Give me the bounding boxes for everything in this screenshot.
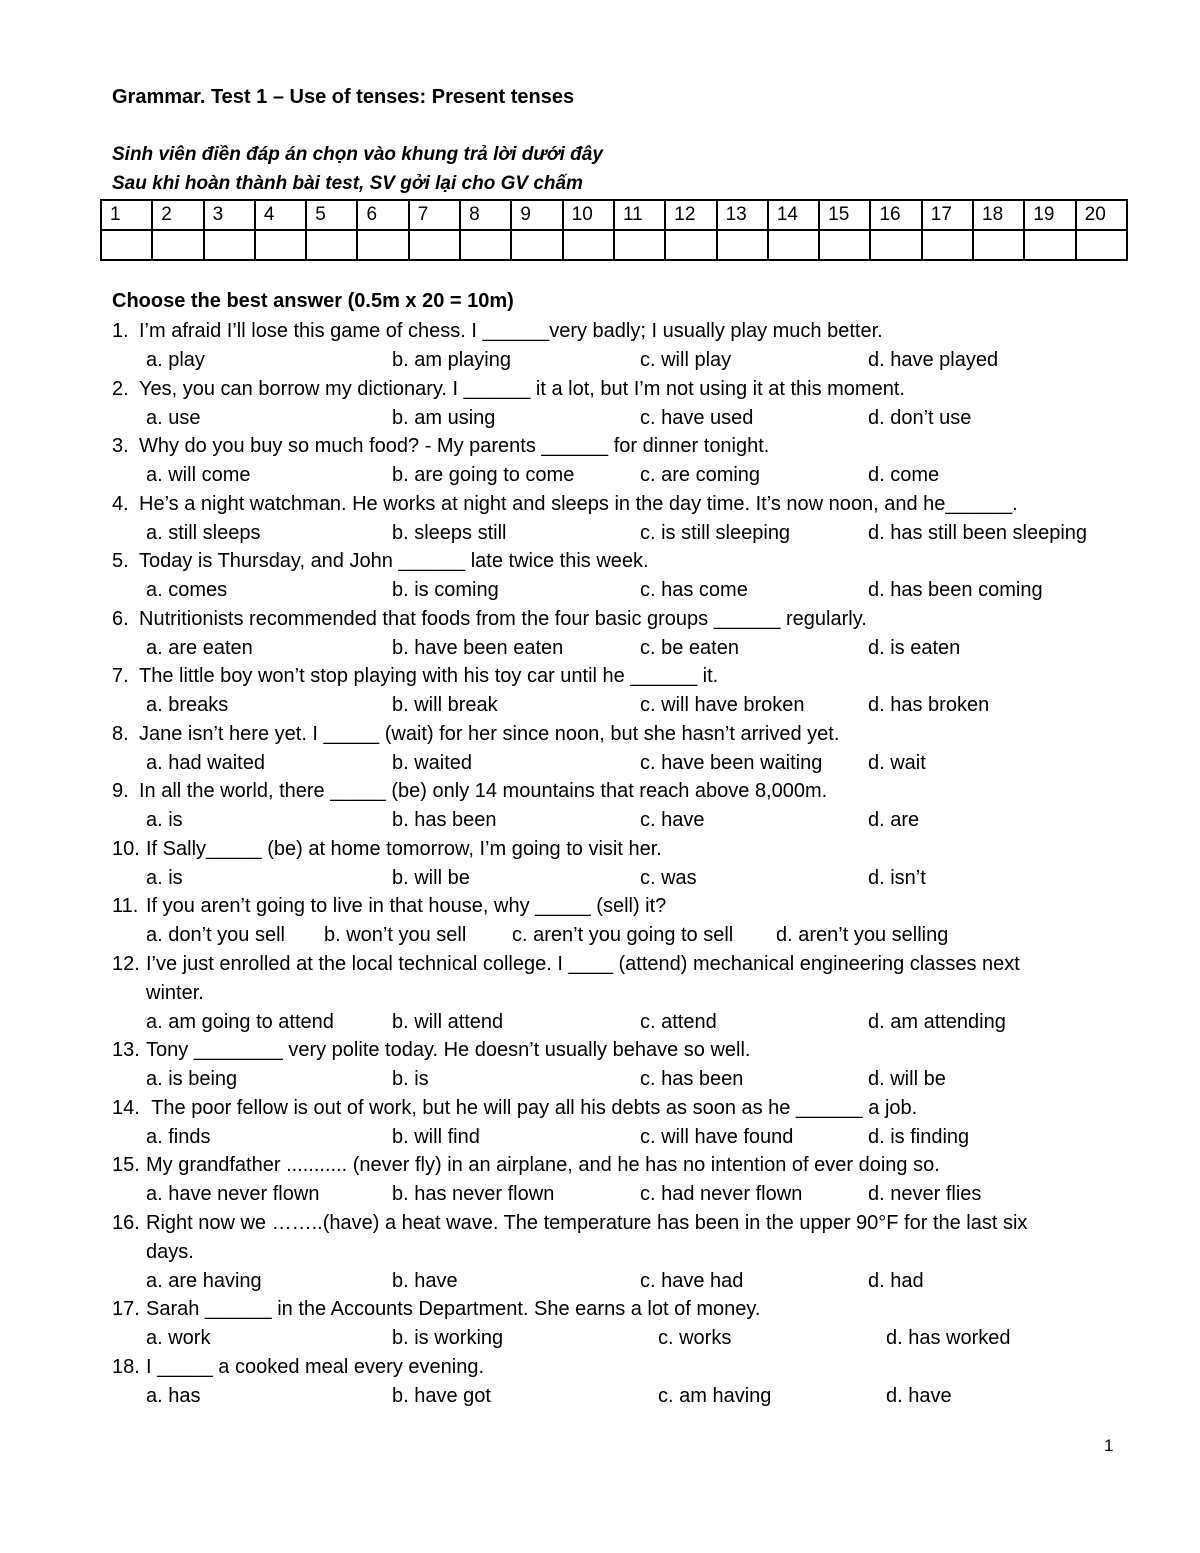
- option-a[interactable]: a. don’t you sell: [146, 924, 285, 946]
- answer-cell[interactable]: [819, 230, 870, 260]
- answer-table-header-cell: 1: [101, 200, 152, 230]
- option-d[interactable]: d. aren’t you selling: [776, 924, 949, 946]
- question-number: 7.: [112, 665, 129, 687]
- option-d[interactable]: d. don’t use: [868, 406, 972, 429]
- question-list: [112, 317, 1112, 1410]
- question-text: Right now we ……..(have) a heat wave. The temperature has been in the upper 90°F for the last six: [146, 1211, 1028, 1234]
- option-a[interactable]: a. work: [146, 1327, 211, 1349]
- options-row: [112, 576, 1112, 605]
- answer-table-header-cell: 19: [1024, 200, 1075, 230]
- options-row: [112, 346, 1112, 375]
- answer-cell[interactable]: [306, 230, 357, 260]
- test-title: Grammar. Test 1 – Use of tenses: Present tenses: [112, 86, 575, 108]
- question-stem: [112, 720, 1112, 749]
- question-stem: [112, 777, 1112, 806]
- question-stem: [112, 1036, 1112, 1065]
- option-c[interactable]: c. am having: [658, 1384, 772, 1407]
- option-a[interactable]: a. breaks: [146, 694, 229, 716]
- question-text: In all the world, there _____ (be) only 14 mountains that reach above 8,000m.: [139, 780, 828, 802]
- answer-cell[interactable]: [1024, 230, 1075, 260]
- answer-cell[interactable]: [511, 230, 562, 260]
- option-d[interactable]: d. has worked: [886, 1327, 1011, 1349]
- answer-table: [100, 199, 1128, 261]
- option-d[interactable]: d. never flies: [868, 1183, 982, 1205]
- answer-table-header-cell: 14: [768, 200, 819, 230]
- question-text: I’ve just enrolled at the local technical college. I ____ (attend) mechanical engineering classes next: [146, 952, 1020, 975]
- answer-table-header-cell: 18: [973, 200, 1024, 230]
- answer-cell[interactable]: [460, 230, 511, 260]
- option-a[interactable]: a. are having: [146, 1269, 262, 1292]
- question-text: Today is Thursday, and John ______ late twice this week.: [139, 550, 649, 572]
- option-b[interactable]: b. has never flown: [392, 1183, 555, 1205]
- option-c[interactable]: c. will play: [640, 349, 732, 371]
- option-a[interactable]: a. is being: [146, 1068, 238, 1090]
- answer-cell[interactable]: [922, 230, 973, 260]
- option-b[interactable]: b. are going to come: [392, 464, 575, 486]
- option-b[interactable]: b. is coming: [392, 579, 499, 601]
- options-row: [112, 1267, 1112, 1296]
- option-d[interactable]: d. had: [868, 1269, 924, 1292]
- option-b[interactable]: b. have been eaten: [392, 636, 564, 659]
- option-a[interactable]: a. has: [146, 1384, 201, 1407]
- option-a[interactable]: a. comes: [146, 579, 228, 601]
- question-stem: [112, 1151, 1112, 1180]
- question-number: 5.: [112, 550, 129, 572]
- question-stem: [112, 835, 1112, 864]
- option-c[interactable]: c. is still sleeping: [640, 521, 791, 544]
- option-a[interactable]: a. still sleeps: [146, 521, 261, 544]
- answer-cell[interactable]: [614, 230, 665, 260]
- option-a[interactable]: a. use: [146, 406, 201, 429]
- question-stem: [112, 1209, 1112, 1238]
- option-d[interactable]: d. will be: [868, 1068, 946, 1090]
- answer-table-header-cell: 2: [152, 200, 203, 230]
- option-c[interactable]: c. aren’t you going to sell: [512, 924, 734, 946]
- question-text-continued: days.: [146, 1240, 194, 1263]
- answer-table-header-cell: 3: [204, 200, 255, 230]
- options-row: [112, 1382, 1112, 1411]
- question-text: The poor fellow is out of work, but he will pay all his debts as soon as he ______ a job.: [146, 1096, 918, 1119]
- option-d[interactable]: d. come: [868, 464, 940, 486]
- answer-table-header-cell: 20: [1076, 200, 1127, 230]
- question-stem: [112, 605, 1112, 634]
- question-text: The little boy won’t stop playing with his toy car until he ______ it.: [139, 665, 719, 687]
- question-text: I _____ a cooked meal every evening.: [146, 1355, 484, 1378]
- options-row: [112, 1324, 1112, 1353]
- option-a[interactable]: a. are eaten: [146, 636, 253, 659]
- option-b[interactable]: b. will break: [392, 694, 498, 716]
- options-row: [112, 461, 1112, 490]
- option-c[interactable]: c. have had: [640, 1269, 744, 1292]
- answer-cell[interactable]: [717, 230, 768, 260]
- answer-table-header-row: [101, 200, 1127, 230]
- answer-table-header-cell: 10: [563, 200, 614, 230]
- option-c[interactable]: c. have: [640, 809, 705, 831]
- options-row: [112, 1008, 1112, 1037]
- option-c[interactable]: c. had never flown: [640, 1183, 803, 1205]
- question-text: If Sally_____ (be) at home tomorrow, I’m going to visit her.: [146, 837, 662, 860]
- answer-cell[interactable]: [870, 230, 921, 260]
- option-b[interactable]: b. will be: [392, 866, 470, 889]
- option-a[interactable]: a. play: [146, 349, 205, 371]
- question-stem: [112, 1295, 1112, 1324]
- answer-table-header-cell: 13: [717, 200, 768, 230]
- page-number: 1: [1104, 1436, 1114, 1455]
- option-c[interactable]: c. was: [640, 866, 697, 889]
- option-d[interactable]: d. are: [868, 809, 920, 831]
- question-number: 10.: [112, 837, 140, 860]
- option-c[interactable]: c. be eaten: [640, 636, 739, 659]
- option-a[interactable]: a. will come: [146, 464, 251, 486]
- question-number: 15.: [112, 1154, 140, 1176]
- option-d[interactable]: d. has broken: [868, 694, 990, 716]
- option-b[interactable]: b. waited: [392, 751, 473, 774]
- option-d[interactable]: d. have: [886, 1384, 952, 1407]
- question-number: 4.: [112, 492, 129, 515]
- question-number: 1.: [112, 320, 129, 342]
- question-number: 6.: [112, 607, 129, 630]
- question-text: Yes, you can borrow my dictionary. I ______ it a lot, but I’m not using it at this moment.: [139, 377, 905, 400]
- option-a[interactable]: a. is: [146, 809, 183, 831]
- option-b[interactable]: b. has been: [392, 809, 497, 831]
- answer-cell[interactable]: [152, 230, 203, 260]
- option-c[interactable]: c. has been: [640, 1068, 744, 1090]
- answer-cell[interactable]: [255, 230, 306, 260]
- option-c[interactable]: c. are coming: [640, 464, 761, 486]
- option-d[interactable]: d. isn’t: [868, 866, 926, 889]
- options-row: [112, 404, 1112, 433]
- option-b[interactable]: b. is working: [392, 1327, 504, 1349]
- answer-table-header-cell: 17: [922, 200, 973, 230]
- option-c[interactable]: c. has come: [640, 579, 748, 601]
- options-row: [112, 749, 1112, 778]
- option-a[interactable]: a. finds: [146, 1125, 211, 1148]
- answer-table-header-cell: 6: [357, 200, 408, 230]
- option-b[interactable]: b. have got: [392, 1384, 491, 1407]
- question-text: If you aren’t going to live in that house, why _____ (sell) it?: [146, 895, 667, 917]
- answer-cell[interactable]: [409, 230, 460, 260]
- option-d[interactable]: d. have played: [868, 349, 999, 371]
- answer-table-header-cell: 5: [306, 200, 357, 230]
- options-row: [112, 864, 1112, 893]
- option-b[interactable]: b. is: [392, 1068, 429, 1090]
- answer-cell[interactable]: [1076, 230, 1127, 260]
- answer-cell[interactable]: [204, 230, 255, 260]
- instruction-line-2: Sau khi hoàn thành bài test, SV gởi lại cho GV chấm: [112, 173, 583, 194]
- answer-table-header-cell: 9: [511, 200, 562, 230]
- question-stem: [112, 1353, 1112, 1382]
- option-c[interactable]: c. will have broken: [640, 694, 805, 716]
- question-number: 13.: [112, 1039, 140, 1061]
- answer-table-header-cell: 12: [665, 200, 716, 230]
- options-row: [112, 921, 1112, 950]
- option-d[interactable]: d. is eaten: [868, 636, 961, 659]
- question-number: 8.: [112, 722, 129, 745]
- answer-cell[interactable]: [563, 230, 614, 260]
- option-d[interactable]: d. wait: [868, 751, 926, 774]
- option-b[interactable]: b. will find: [392, 1125, 480, 1148]
- question-number: 9.: [112, 780, 129, 802]
- option-b[interactable]: b. won’t you sell: [324, 924, 467, 946]
- options-row: [112, 806, 1112, 835]
- question-stem: [112, 490, 1112, 519]
- answer-table-header-cell: 15: [819, 200, 870, 230]
- option-d[interactable]: d. is finding: [868, 1125, 970, 1148]
- option-b[interactable]: b. will attend: [392, 1010, 504, 1033]
- options-row: [112, 1065, 1112, 1094]
- question-text: Sarah ______ in the Accounts Department. She earns a lot of money.: [146, 1298, 761, 1320]
- options-row: [112, 634, 1112, 663]
- answer-table-header-cell: 16: [870, 200, 921, 230]
- question-stem: [112, 662, 1112, 691]
- option-c[interactable]: c. attend: [640, 1010, 717, 1033]
- question-stem: [112, 950, 1112, 979]
- question-number: 2.: [112, 377, 129, 400]
- question-stem: [112, 547, 1112, 576]
- question-stem: [112, 317, 1112, 346]
- question-number: 17.: [112, 1298, 140, 1320]
- answer-cell[interactable]: [768, 230, 819, 260]
- option-b[interactable]: b. am using: [392, 406, 496, 429]
- question-number: 16.: [112, 1211, 140, 1234]
- option-b[interactable]: b. have: [392, 1269, 458, 1292]
- option-c[interactable]: c. will have found: [640, 1125, 794, 1148]
- question-number: 18.: [112, 1355, 140, 1378]
- question-number: 14.: [112, 1096, 140, 1119]
- option-b[interactable]: b. sleeps still: [392, 521, 507, 544]
- option-a[interactable]: a. had waited: [146, 751, 265, 774]
- options-row: [112, 1180, 1112, 1209]
- answer-cell[interactable]: [101, 230, 152, 260]
- answer-table-answer-row: [101, 230, 1127, 260]
- option-a[interactable]: a. is: [146, 866, 183, 889]
- option-d[interactable]: d. am attending: [868, 1010, 1006, 1033]
- answer-cell[interactable]: [665, 230, 716, 260]
- question-number: 11.: [112, 895, 139, 917]
- section-title: Choose the best answer (0.5m x 20 = 10m): [112, 290, 514, 312]
- question-text-continued: winter.: [146, 981, 204, 1004]
- question-text: Why do you buy so much food? - My parents ______ for dinner tonight.: [139, 435, 770, 457]
- option-b[interactable]: b. am playing: [392, 349, 511, 371]
- answer-table-header-cell: 11: [614, 200, 665, 230]
- question-stem: [112, 892, 1112, 921]
- option-a[interactable]: a. have never flown: [146, 1183, 320, 1205]
- options-row: [112, 1123, 1112, 1152]
- question-text: Jane isn’t here yet. I _____ (wait) for her since noon, but she hasn’t arrived yet.: [139, 722, 840, 745]
- question-text: My grandfather ........... (never fly) in an airplane, and he has no intention of ever doing so.: [146, 1154, 940, 1176]
- option-a[interactable]: a. am going to attend: [146, 1010, 334, 1033]
- options-row: [112, 519, 1112, 548]
- question-number: 12.: [112, 952, 140, 975]
- option-d[interactable]: d. has been coming: [868, 579, 1043, 601]
- question-text: Tony ________ very polite today. He doesn’t usually behave so well.: [146, 1039, 751, 1061]
- question-text: I’m afraid I’ll lose this game of chess. I ______very badly; I usually play much better.: [139, 320, 883, 342]
- question-text: Nutritionists recommended that foods from the four basic groups ______ regularly.: [139, 607, 867, 630]
- option-d[interactable]: d. has still been sleeping: [868, 521, 1088, 544]
- option-c[interactable]: c. have used: [640, 406, 754, 429]
- question-stem: [112, 1094, 1112, 1123]
- options-row: [112, 691, 1112, 720]
- option-c[interactable]: c. have been waiting: [640, 751, 823, 774]
- question-stem: [112, 375, 1112, 404]
- answer-table-header-cell: 4: [255, 200, 306, 230]
- question-text: He’s a night watchman. He works at night and sleeps in the day time. It’s now noon, and he______.: [139, 492, 1018, 515]
- question-stem: [112, 432, 1112, 461]
- answer-cell[interactable]: [973, 230, 1024, 260]
- answer-table-header-cell: 8: [460, 200, 511, 230]
- option-c[interactable]: c. works: [658, 1327, 732, 1349]
- question-number: 3.: [112, 435, 129, 457]
- answer-cell[interactable]: [357, 230, 408, 260]
- instruction-line-1: Sinh viên điền đáp án chọn vào khung trả lời dưới đây: [112, 144, 603, 165]
- answer-table-header-cell: 7: [409, 200, 460, 230]
